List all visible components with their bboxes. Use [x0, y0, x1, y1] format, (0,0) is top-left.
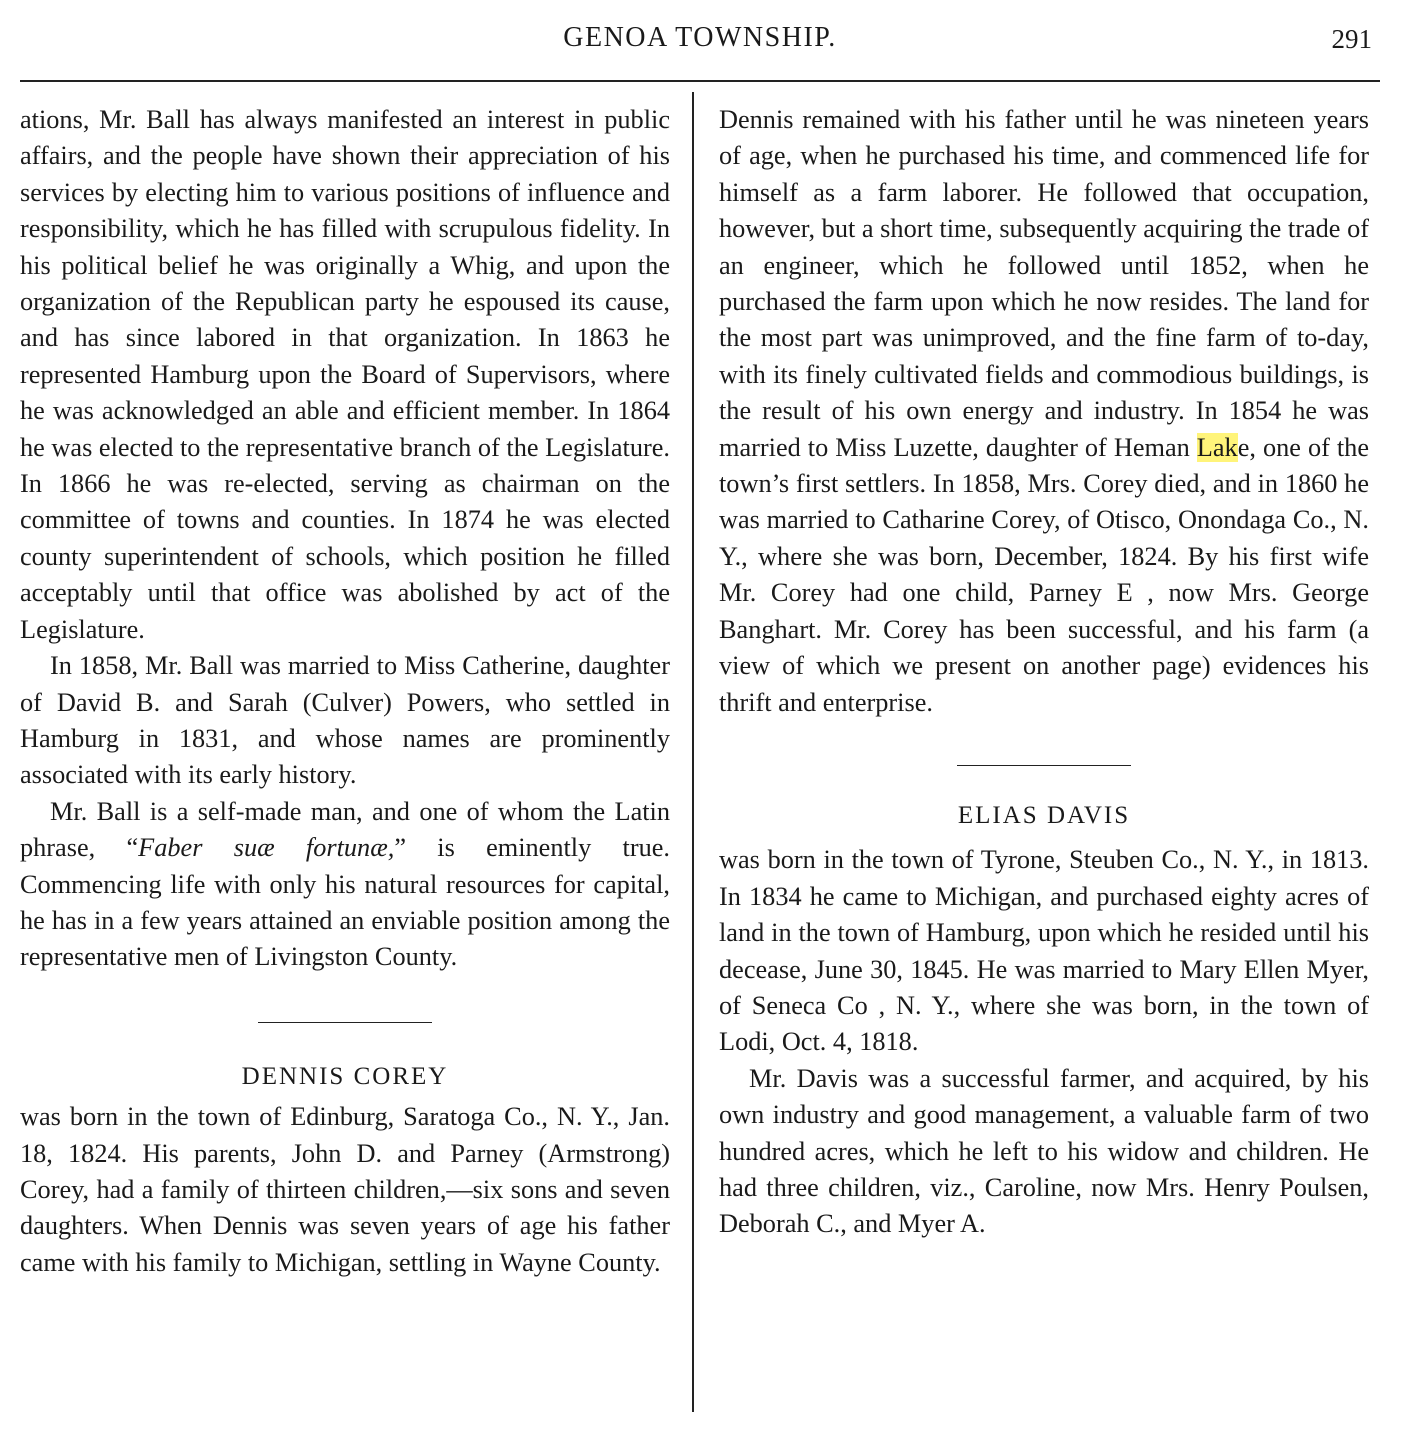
text-segment: Dennis remained with his father until he was nineteen years of age, when he purchased his time, and commenced life for himself as a farm laborer. He followed that occupation, however, but a short time, subsequently acquiring the trade of an engineer, which he followed until 1852, when he purchased the farm upon which he now resides. The land for the most part was unimproved, and the fine farm of to-day, with its finely cultivated fields and commodious buildings, is the result of his own energy and industry. In 1854 he was married to Miss Luzette, daughter of Heman [719, 105, 1369, 462]
heading-elias-davis: ELIAS DAVIS [957, 801, 1131, 829]
paragraph-ball-continued: ations, Mr. Ball has always manifested an interest in public affairs, and the people have shown their appreciation of his services by electing him to various positions of influence and responsibility, which he has filled with scrupulous fidelity. In his political belief he was originally a Whig, and upon the organization of the Republican party he espoused its cause, and has since labored in that organization. In 1863 he represented Hamburg upon the Board of Supervisors, where he was acknowledged an able and efficient member. In 1864 he was elected to the representative branch of the Legislature. In 1866 he was re-elected, serving as chairman on the committee of towns and counties. In 1874 he was elected county superintendent of schools, which position he filled acceptably until that office was abolished by act of the Legislature. [20, 105, 670, 644]
paragraph-corey-life [719, 102, 1369, 721]
section-separator [957, 765, 1131, 766]
paragraph-corey-birth: was born in the town of Edinburg, Saratoga Co., N. Y., Jan. 18, 1824. His parents, John D. and Parney (Armstrong) Corey, had a family of thirteen children,—six sons and seven daughters. When Dennis was seven years of age his father came with his family to Michigan, settling in Wayne County. [20, 1102, 670, 1277]
search-highlight: Lak [1196, 432, 1238, 462]
paragraph-davis-farm: Mr. Davis was a successful farmer, and acquired, by his own industry and good management, a valuable farm of two hundred acres, which he left to his widow and children. He had three children, viz., Caroline, now Mrs. Henry Poulsen, Deborah C., and Myer A. [719, 1063, 1369, 1239]
paragraph-ball-self-made [20, 794, 670, 976]
header-rule [20, 80, 1380, 82]
page-number: 291 [1331, 24, 1372, 54]
text-segment: ” is eminently true. Commencing life with only his natural resources for capital, he has in a few years attained an enviable position among the representative men of Livingston County. [20, 833, 670, 972]
latin-phrase: Faber suæ fortunæ, [138, 833, 395, 863]
section-separator [258, 1022, 432, 1023]
text-segment: e, one of the town’s first settlers. In 1858, Mrs. Corey died, and in 1860 he was married to Catharine Corey, of Otisco, Onondaga Co., N. Y., where she was born, December, 1824. By his first wife Mr. Corey had one child, Parney E , now Mrs. George Banghart. Mr. Corey has been successful, and his farm (a view of which we present on another page) evidences his thrift and enterprise. [719, 432, 1369, 717]
page-header [20, 22, 1380, 62]
text-segment: Mr. Ball is a self-made man, and one of whom the Latin phrase, “ [20, 796, 670, 863]
left-column [20, 102, 670, 1281]
heading-dennis-corey: DENNIS COREY [241, 1062, 449, 1090]
column-divider [692, 92, 694, 1412]
right-column [719, 102, 1369, 1243]
paragraph-davis-birth: was born in the town of Tyrone, Steuben Co., N. Y., in 1813. In 1834 he came to Michigan, and purchased eighty acres of land in the town of Hamburg, upon which he resided until his decease, June 30, 1845. He was married to Mary Ellen Myer, of Seneca Co , N. Y., where she was born, in the town of Lodi, Oct. 4, 1818. [719, 845, 1369, 1057]
running-title: GENOA TOWNSHIP. [563, 22, 837, 53]
paragraph-ball-marriage: In 1858, Mr. Ball was married to Miss Catherine, daughter of David B. and Sarah (Culver) Powers, who settled in Hamburg in 1831, and whose names are prominently associated with its early history. [20, 651, 670, 790]
